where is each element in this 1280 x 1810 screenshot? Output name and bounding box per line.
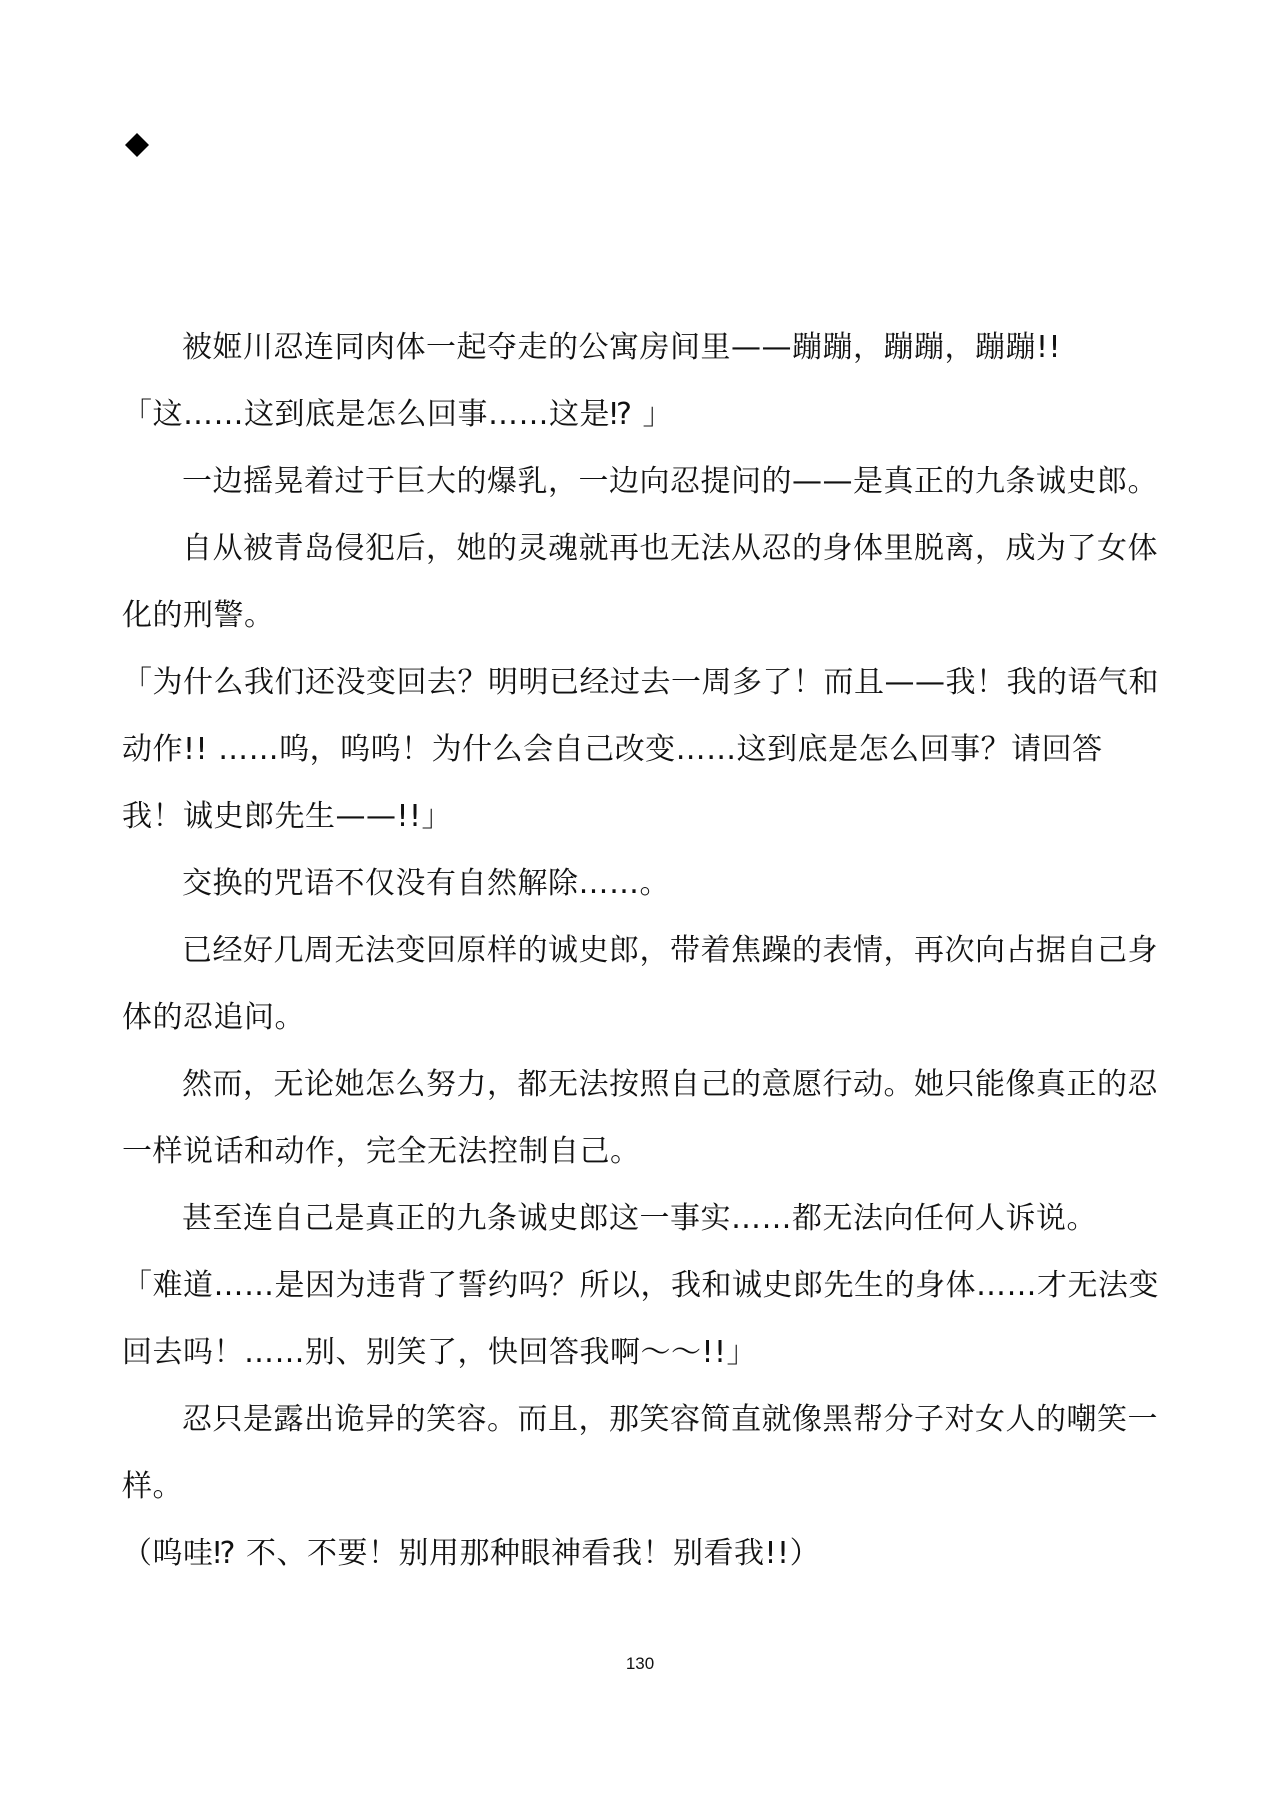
paragraph: 已经好几周无法变回原样的诚史郎，带着焦躁的表情，再次向占据自己身体的忍追问。 [122, 933, 1158, 1035]
paragraph: 「这……这到底是怎么回事……这是⁉ 」 [122, 397, 674, 432]
paragraph: 然而，无论她怎么努力，都无法按照自己的意愿行动。她只能像真正的忍一样说话和动作，完全无法控制自己。 [122, 1067, 1158, 1169]
page-number: 130 [625, 1654, 655, 1673]
paragraph: （呜哇⁉ 不、不要！别用那种眼神看我！别看我!!） [122, 1536, 821, 1571]
paragraph: 自从被青岛侵犯后，她的灵魂就再也无法从忍的身体里脱离，成为了女体化的刑警。 [122, 531, 1158, 633]
paragraph: 「为什么我们还没变回去？明明已经过去一周多了！而且——我！我的语气和动作!! ……呜，呜呜！为什么会自己改变……这到底是怎么回事？请回答我！诚史郎先生——!!」 [122, 665, 1159, 834]
paragraph: 交换的咒语不仅没有自然解除……。 [182, 866, 670, 901]
paragraph: 被姬川忍连同肉体一起夺走的公寓房间里——蹦蹦，蹦蹦，蹦蹦!! [182, 330, 1062, 365]
paragraph: 一边摇晃着过于巨大的爆乳，一边向忍提问的——是真正的九条诚史郎。 [182, 464, 1158, 499]
paragraph: 「难道……是因为违背了誓约吗？所以，我和诚史郎先生的身体……才无法变回去吗！……别、别笑了，快回答我啊～～!!」 [122, 1268, 1159, 1370]
paragraph: 甚至连自己是真正的九条诚史郎这一事实……都无法向任何人诉说。 [182, 1201, 1097, 1236]
body-text [122, 314, 1162, 1587]
diamond-icon [124, 132, 150, 158]
paragraph: 忍只是露出诡异的笑容。而且，那笑容简直就像黑帮分子对女人的嘲笑一样。 [122, 1402, 1158, 1504]
